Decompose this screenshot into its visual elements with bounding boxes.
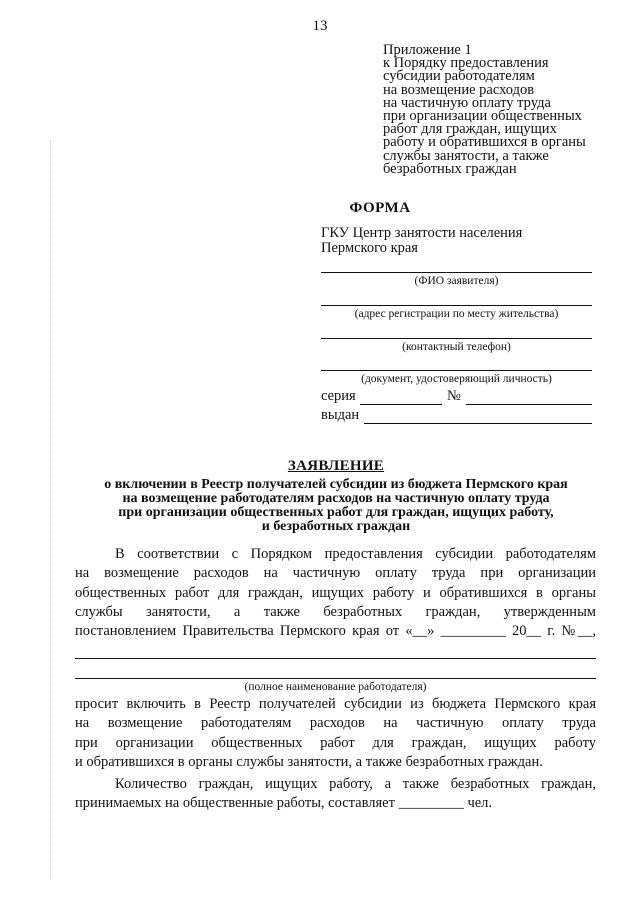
applicant-name-caption: (ФИО заявителя) [414,275,499,287]
paragraph-line: службы занятости, а также безработных граждан, утвержденным [75,603,596,620]
appendix-line: к Порядку предоставления [383,55,549,72]
series-field[interactable] [360,404,442,405]
employer-name-field-2[interactable] [75,678,596,679]
id-document-field[interactable] [321,370,592,371]
issued-field[interactable] [364,423,592,424]
phone-caption: (контактный телефон) [402,341,511,353]
series-label: серия [321,388,356,404]
subtitle-line: при организации общественных работ для граждан, ищущих работу, [118,505,554,520]
address-caption: (адрес регистрации по месту жительства) [354,308,559,320]
appendix-line: Приложение 1 [383,42,472,58]
appendix-line: работу и обратившихся в органы [383,134,586,151]
paragraph-line: и обратившихся в органы службы занятости, а также безработных граждан. [75,753,543,770]
appendix-header [383,44,586,176]
paragraph-line: просит включить в Реестр получателей субсидии из бюджета Пермского края [75,696,596,712]
appendix-line: безработных граждан [383,160,517,177]
appendix-line: субсидии работодателям [383,68,535,85]
paragraph-line: принимаемых на общественные работы, составляет _________ чел. [75,795,493,812]
number-label: № [447,388,461,404]
employer-caption: (полное наименование работодателя) [244,681,427,693]
statement-title: ЗАЯВЛЕНИЕ [287,458,385,474]
appendix-line: на частичную оплату труда [383,94,551,111]
recipient-block [321,226,522,256]
id-document-caption: (документ, удостоверяющий личность) [361,373,552,385]
recipient-line: ГКУ Центр занятости населения [321,225,523,241]
paragraph-count [75,775,596,814]
paragraph-line: постановлением Правительства Пермского края от «__» _________ 20__ г. №__, [75,623,596,640]
paragraph-request [75,695,596,772]
address-field[interactable] [321,305,592,306]
paragraph-line: на возмещение работодателям расходов на частичную оплату труда [75,715,596,732]
appendix-line: на возмещение расходов [383,81,535,98]
recipient-line: Пермского края [321,240,418,256]
subtitle-line: и безработных граждан [261,519,411,534]
number-field[interactable] [466,404,592,405]
paragraph-line: Количество граждан, ищущих работу, а также безработных граждан, [115,776,596,792]
appendix-line: работ для граждан, ищущих [383,121,557,138]
employer-name-field-1[interactable] [75,658,596,659]
paragraph-line: В соответствии с Порядком предоставления субсидии работодателям [115,546,596,562]
paragraph-line: на возмещение расходов на частичную оплату труда при организации [75,565,596,582]
paragraph-line: при организации общественных работ для граждан, ищущих работу [75,734,596,751]
paragraph-line: общественных работ для граждан, ищущих работу и обратившихся в органы [75,584,596,601]
appendix-line: службы занятости, а также [383,147,549,164]
form-title: ФОРМА [349,200,411,216]
issued-label: выдан [321,407,360,423]
page-number: 13 [312,18,328,34]
statement-subtitle [0,478,640,534]
phone-field[interactable] [321,338,592,339]
applicant-name-field[interactable] [321,272,592,273]
subtitle-line: о включении в Реестр получателей субсидии из бюджета Пермского края [104,477,568,492]
paragraph-intro [75,545,596,641]
appendix-line: при организации общественных [383,108,582,125]
subtitle-line: на возмещение работодателям расходов на частичную оплату труда [122,491,550,506]
